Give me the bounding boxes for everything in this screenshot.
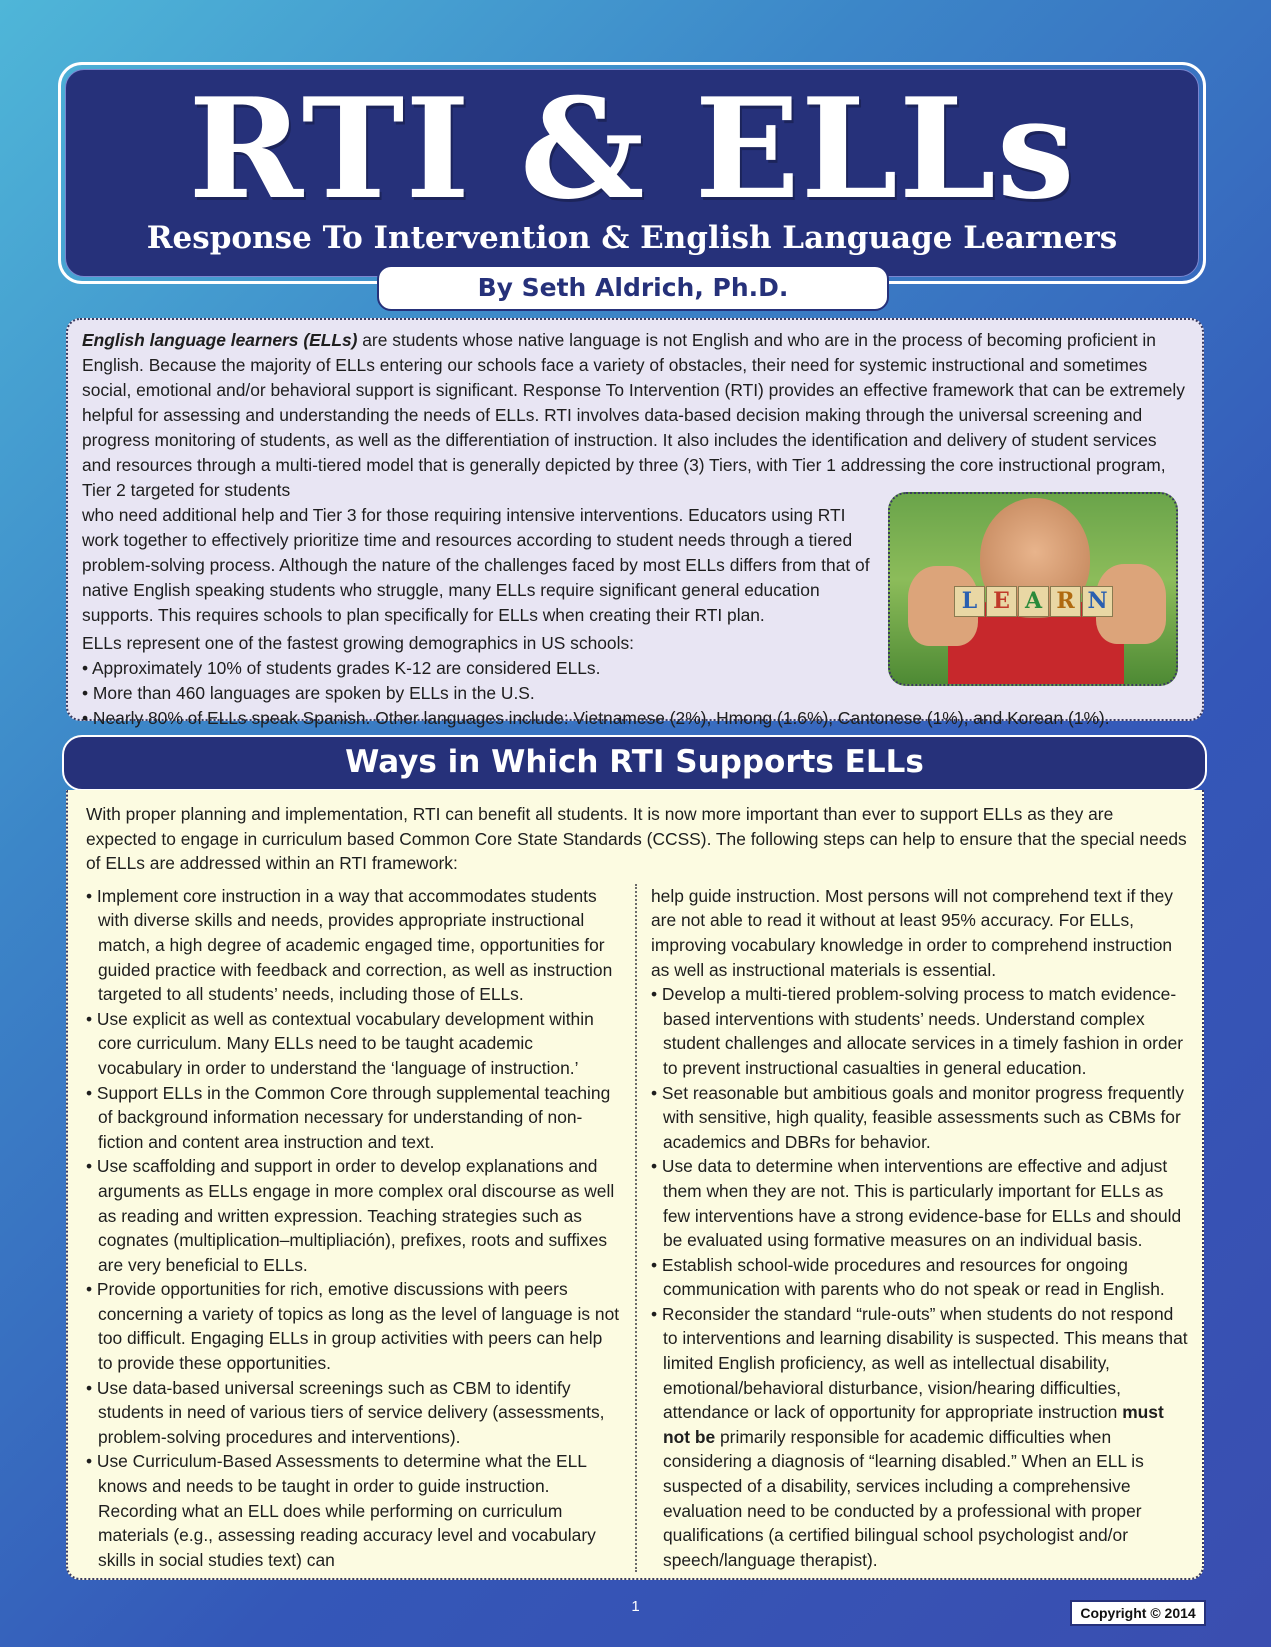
demographic-bullet-3: • Nearly 80% of ELLs speak Spanish. Other languages include: Vietnamese (2%), Hmong (1.6%), Cantonese (1%), and Korean (1%). bbox=[82, 708, 1110, 728]
letter-block: R bbox=[1050, 586, 1081, 617]
list-item: • Use scaffolding and support in order to develop explanations and arguments as ELLs engage in more complex oral discourse as well as reading and written expression. Teaching strategies such as cognates (multiplication–multipliación), prefixes, roots and suffixes are very beneficial to ELLs. bbox=[86, 1154, 621, 1277]
intro-paragraph-text: are students whose native language is not English and who are in the process of becoming proficient in English. Because the majority of ELLs entering our schools face a variety of obstacles, their need for systemic instructional and sometimes social, emotional and/or behavioral support is significant. Response To Intervention (RTI) provides an effective framework that can be extremely helpful for assessing and understanding the needs of ELLs. RTI involves data-based decision making through the universal screening and progress monitoring of students, as well as the differentiation of instruction. It also includes the identification and delivery of student services and resources through a multi-tiered model that is generally depicted by three (3) Tiers, with Tier 1 addressing the core instructional program, Tier 2 targeted for students bbox=[82, 330, 1185, 500]
intro-content bbox=[82, 328, 1188, 731]
left-list bbox=[86, 884, 621, 1573]
list-item: • Use Curriculum-Based Assessments to determine what the ELL knows and needs to be taught in order to guide instruction. Recording what an ELL does while performing on curriculum materials (e.g., assessing reading accuracy level and vocabulary skills in social studies text) can bbox=[86, 1449, 621, 1572]
list-item: • Provide opportunities for rich, emotive discussions with peers concerning a variety of topics as long as the level of language is not too difficult. Engaging ELLs in group activities with peers can help to provide these opportunities. bbox=[86, 1277, 621, 1375]
page-number: 1 bbox=[631, 1598, 640, 1615]
list-item: • Use explicit as well as contextual vocabulary development within core curriculum. Many ELLs need to be taught academic vocabulary in order to understand the ‘language of instruction.’ bbox=[86, 1007, 621, 1081]
demographic-bullet-2: • More than 460 languages are spoken by ELLs in the U.S. bbox=[82, 683, 535, 703]
intro-lead-term: English language learners (ELLs) bbox=[82, 330, 358, 350]
learn-blocks bbox=[954, 586, 1114, 617]
letter-block: L bbox=[954, 586, 985, 617]
list-item bbox=[651, 1302, 1188, 1573]
rule-outs-text: Reconsider the standard “rule-outs” when students do not respond to interventions and learning disability is suspected. This means that limited English proficiency, as well as intellectual disability, emotional/behavioral disturbance, vision/hearing difficulties, attendance or lack of opportunity for appropriate instruction bbox=[661, 1303, 1188, 1423]
rule-outs-text-end: primarily responsible for academic difficulties when considering a diagnosis of “learning disabled.” When an ELL is suspected of a disability, services including a comprehensive evaluation need to be conducted by a professional with proper qualifications (a certified bilingual school psychologist and/or speech/language therapist). bbox=[663, 1426, 1144, 1570]
left-column bbox=[86, 884, 637, 1573]
ways-box bbox=[66, 790, 1204, 1580]
demographics-lead: ELLs represent one of the fastest growing demographics in US schools: bbox=[82, 633, 634, 653]
child-learn-blocks-photo bbox=[888, 492, 1178, 686]
copyright-notice: Copyright © 2014 bbox=[1070, 1600, 1206, 1626]
list-item: • Implement core instruction in a way that accommodates students with diverse skills and needs, provides appropriate instructional match, a high degree of academic engaged time, opportunities for guided practice with feedback and correction, as well as instruction targeted to all students’ needs, including those of ELLs. bbox=[86, 884, 621, 1007]
right-list bbox=[651, 884, 1188, 1573]
right-column bbox=[637, 884, 1188, 1573]
intro-box bbox=[66, 318, 1204, 728]
intro-paragraph-wrap: who need additional help and Tier 3 for those requiring intensive interventions. Educators using RTI work together to effectively prioritize time and resources according to student needs through a tiered problem-solving process. Although the nature of the challenges faced by most ELLs differs from that of native English speaking students who struggle, many ELLs require significant general education supports. This requires schools to plan specifically for ELLs when creating their RTI plan. bbox=[82, 505, 870, 625]
title-banner bbox=[58, 62, 1206, 284]
list-item-continuation: help guide instruction. Most persons will not comprehend text if they are not able to read it without at least 95% accuracy. For ELLs, improving vocabulary knowledge in order to comprehend instruction as well as instructional materials is essential. bbox=[651, 885, 1173, 980]
letter-block: N bbox=[1082, 586, 1113, 617]
page-title: RTI & ELLs bbox=[188, 67, 1076, 230]
ways-columns bbox=[86, 884, 1188, 1573]
intro-paragraph-top bbox=[82, 328, 1188, 503]
title-panel bbox=[65, 69, 1199, 277]
section-heading: Ways in Which RTI Supports ELLs bbox=[62, 735, 1207, 791]
page-subtitle: Response To Intervention & English Language Learners bbox=[146, 220, 1118, 256]
author-byline: By Seth Aldrich, Ph.D. bbox=[377, 265, 889, 311]
demographic-bullet-1: • Approximately 10% of students grades K-12 are considered ELLs. bbox=[82, 658, 601, 678]
letter-block: E bbox=[986, 586, 1017, 617]
list-item: • Use data to determine when interventions are effective and adjust them when they are not. This is particularly important for ELLs as few interventions have a strong evidence-base for ELLs and should be evaluated using formative measures on an individual basis. bbox=[651, 1154, 1188, 1252]
list-item: • Use data-based universal screenings such as CBM to identify students in need of various tiers of service delivery (assessments, problem-solving procedures and interventions). bbox=[86, 1376, 621, 1450]
list-item: • Support ELLs in the Common Core through supplemental teaching of background information necessary for understanding of non-fiction and content area instruction and text. bbox=[86, 1081, 621, 1155]
letter-block: A bbox=[1018, 586, 1049, 617]
emphasis-must-not-be: must not be bbox=[663, 1402, 1164, 1447]
list-item: • Set reasonable but ambitious goals and monitor progress frequently with sensitive, high quality, feasible assessments such as CBMs for academics and DBRs for behavior. bbox=[651, 1081, 1188, 1155]
ways-intro: With proper planning and implementation, RTI can benefit all students. It is now more important than ever to support ELLs as they are expected to engage in curriculum based Common Core State Standards (CCSS). The following steps can help to ensure that the special needs of ELLs are addressed within an RTI framework: bbox=[86, 804, 1187, 874]
list-item: • Develop a multi-tiered problem-solving process to match evidence-based interventions with students’ needs. Understand complex student challenges and allocate services in a timely fashion in order to prevent instructional casualties in general education. bbox=[651, 982, 1188, 1080]
list-item: • Establish school-wide procedures and resources for ongoing communication with parents who do not speak or read in English. bbox=[651, 1253, 1188, 1302]
